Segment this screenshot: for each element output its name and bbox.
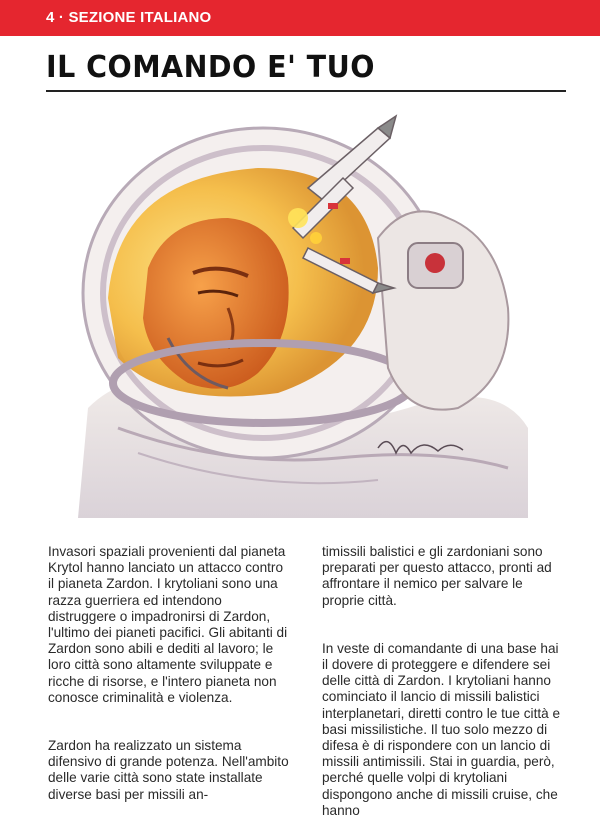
title-divider — [46, 90, 566, 92]
paragraph: timissili balistici e gli zardoniani sono preparati per questo attacco, pronti ad affrontare il nemico per salvare le proprie città. — [322, 544, 552, 608]
section-header-bar — [0, 0, 600, 36]
astronaut-illustration-icon — [78, 108, 533, 518]
paragraph: Zardon ha realizzato un sistema difensivo di grande potenza. Nell'ambito delle varie città sono state installate diverse basi per missili an- — [48, 738, 289, 802]
text-column-right — [322, 544, 566, 819]
section-header-label: 4 · SEZIONE ITALIANO — [46, 9, 212, 26]
page-title: IL COMANDO E' TUO — [46, 50, 375, 85]
paragraph: In veste di comandante di una base hai il dovere di proteggere e difendere sei delle città di Zardon. I krytoliani hanno cominciato il lancio di missili balistici interplanetari, diretti contro le tue città e basi missilistiche. Il tuo solo mezzo di difesa è di rispondere con un lancio di missili antimissili. Stai in guardia, però, perché quelle volpi di krytoliani dispongono anche di missili cruise, che hanno — [322, 640, 561, 818]
paragraph: Invasori spaziali provenienti dal pianeta Krytol hanno lanciato un attacco contro il pianeta Zardon. I krytoliani sono una razza guerriera ed intendono distruggere o impadronirsi di Zardon, l'ultimo dei pianeti pacifici. Gli abitanti di Zardon sono abili e dediti al lavoro; le loro città sono altamente sviluppate e ricche di risorse, e l'intero pianeta non conosce criminalità e violenza. — [48, 544, 288, 705]
text-column-left — [48, 544, 292, 803]
